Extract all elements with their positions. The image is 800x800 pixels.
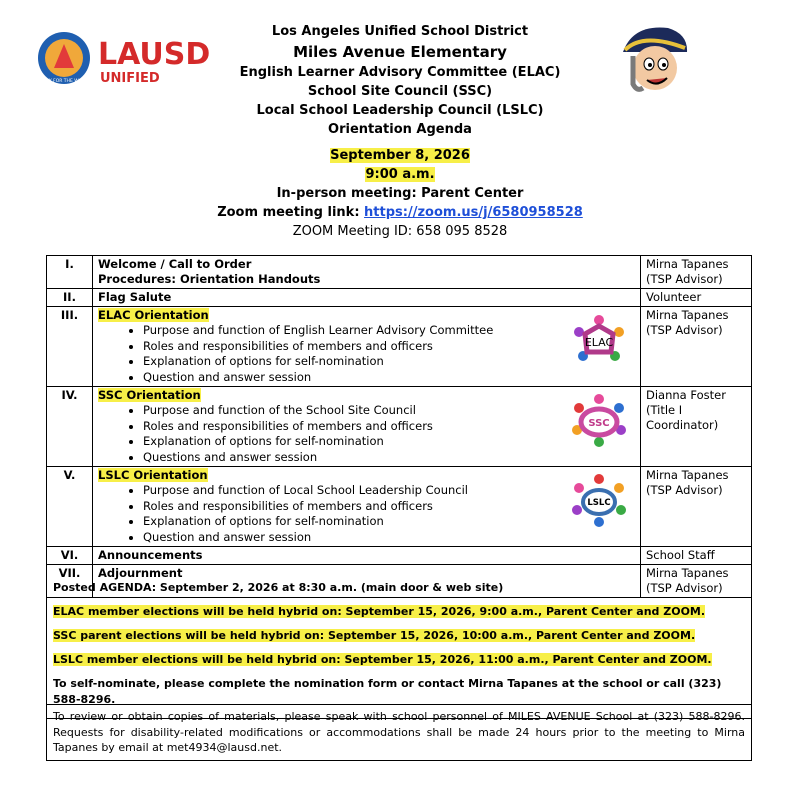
meeting-date: September 8, 2026	[330, 148, 470, 163]
agenda-presenter: School Staff	[641, 547, 752, 565]
meeting-time: 9:00 a.m.	[365, 167, 435, 182]
agenda-title: Announcements	[98, 548, 203, 562]
zoom-link[interactable]: https://zoom.us/j/6580958528	[364, 205, 583, 220]
agenda-number: V.	[47, 467, 93, 547]
logo-seal-text: READY FOR THE WORLD	[36, 79, 92, 84]
in-person-location: In-person meeting: Parent Center	[276, 186, 524, 201]
agenda-presenter: Mirna Tapanes (TSP Advisor)	[641, 565, 752, 598]
agenda-row	[47, 307, 752, 387]
list-item: • Roles and responsibilities of members and officers	[143, 419, 635, 435]
agenda-row	[47, 289, 752, 307]
logo-lausd-text: LAUSD	[98, 37, 211, 72]
agenda-title: LSLC Orientation	[98, 468, 208, 482]
agenda-title: Adjournment	[98, 566, 183, 580]
document-header	[0, 22, 800, 241]
list-item: • Purpose and function of English Learner Advisory Committee	[143, 323, 635, 339]
list-item: • Explanation of options for self-nomination	[143, 514, 635, 530]
committee-lslc: Local School Leadership Council (LSLC)	[256, 103, 544, 118]
agenda-title: ELAC Orientation	[98, 308, 209, 322]
agenda-item-list	[98, 403, 635, 465]
agenda-title: SSC Orientation	[98, 388, 201, 402]
lslc-election-note: LSLC member elections will be held hybrid on: September 15, 2026, 11:00 a.m., Parent Center and ZOOM.	[53, 653, 712, 666]
self-nomination-note: To self-nominate, please complete the nomination form or contact Mirna Tapanes at the school or call (323) 588-8296.	[53, 677, 722, 706]
agenda-row	[47, 387, 752, 467]
district-name: Los Angeles Unified School District	[271, 24, 529, 39]
list-item: • Question and answer session	[143, 530, 635, 546]
ssc-icon-label: SSC	[588, 418, 610, 429]
list-item: • Roles and responsibilities of members and officers	[143, 499, 635, 515]
agenda-presenter: Mirna Tapanes (TSP Advisor)	[641, 256, 752, 289]
ssc-election-note: SSC parent elections will be held hybrid on: September 15, 2026, 10:00 a.m., Parent Center and ZOOM.	[53, 629, 696, 642]
zoom-meeting-id: ZOOM Meeting ID: 658 095 8528	[292, 224, 508, 239]
elac-group-icon	[569, 312, 629, 368]
lslc-icon-label: LSLC	[587, 498, 611, 508]
agenda-presenter: Mirna Tapanes (TSP Advisor)	[641, 307, 752, 387]
zoom-line	[0, 203, 800, 222]
election-notes	[46, 574, 752, 719]
agenda-title: Flag Salute	[98, 290, 172, 304]
list-item: • Purpose and function of the School Site Council	[143, 403, 635, 419]
committee-elac: English Learner Advisory Committee (ELAC)	[239, 65, 561, 80]
list-item: • Purpose and function of Local School Leadership Council	[143, 483, 635, 499]
agenda-table	[46, 255, 752, 598]
elac-election-note: ELAC member elections will be held hybrid on: September 15, 2026, 9:00 a.m., Parent Center and ZOOM.	[53, 605, 706, 618]
zoom-label: Zoom meeting link:	[217, 205, 365, 220]
accessibility-footer: To review or obtain copies of materials, please speak with school personnel of MILES AVENUE School at (323) 588-8296. Requests for disability-related modifications or accommodations shall be made 24 hours prior to the meeting to Mirna Tapanes by email at met4934@lausd.net.	[46, 704, 752, 761]
committee-ssc: School Site Council (SSC)	[307, 84, 493, 99]
list-item: • Explanation of options for self-nomination	[143, 354, 635, 370]
agenda-number: IV.	[47, 387, 93, 467]
agenda-number: III.	[47, 307, 93, 387]
agenda-number: I.	[47, 256, 93, 289]
agenda-number: VII.	[47, 565, 93, 598]
agenda-item-list	[98, 483, 635, 545]
list-item: • Roles and responsibilities of members and officers	[143, 339, 635, 355]
agenda-heading: Orientation Agenda	[328, 122, 472, 137]
agenda-presenter: Volunteer	[641, 289, 752, 307]
agenda-row	[47, 467, 752, 547]
agenda-row	[47, 547, 752, 565]
agenda-subtitle: Procedures: Orientation Handouts	[98, 272, 321, 286]
list-item: • Questions and answer session	[143, 450, 635, 466]
agenda-number: II.	[47, 289, 93, 307]
agenda-presenter: Mirna Tapanes (TSP Advisor)	[641, 467, 752, 547]
school-name: Miles Avenue Elementary	[293, 43, 507, 61]
agenda-item-list	[98, 323, 635, 385]
agenda-row	[47, 256, 752, 289]
agenda-number: VI.	[47, 547, 93, 565]
posted-agenda-note: Posted AGENDA: September 2, 2026 at 8:30 a.m. (main door & web site)	[53, 581, 504, 594]
list-item: • Question and answer session	[143, 370, 635, 386]
elac-icon-label: ELAC	[584, 336, 614, 349]
agenda-presenter: Dianna Foster (Title I Coordinator)	[641, 387, 752, 467]
logo-unified-text: UNIFIED	[100, 71, 160, 86]
agenda-title: Welcome / Call to Order	[98, 257, 252, 271]
list-item: • Explanation of options for self-nomination	[143, 434, 635, 450]
lslc-group-icon	[569, 472, 629, 528]
ssc-group-icon	[569, 392, 629, 448]
